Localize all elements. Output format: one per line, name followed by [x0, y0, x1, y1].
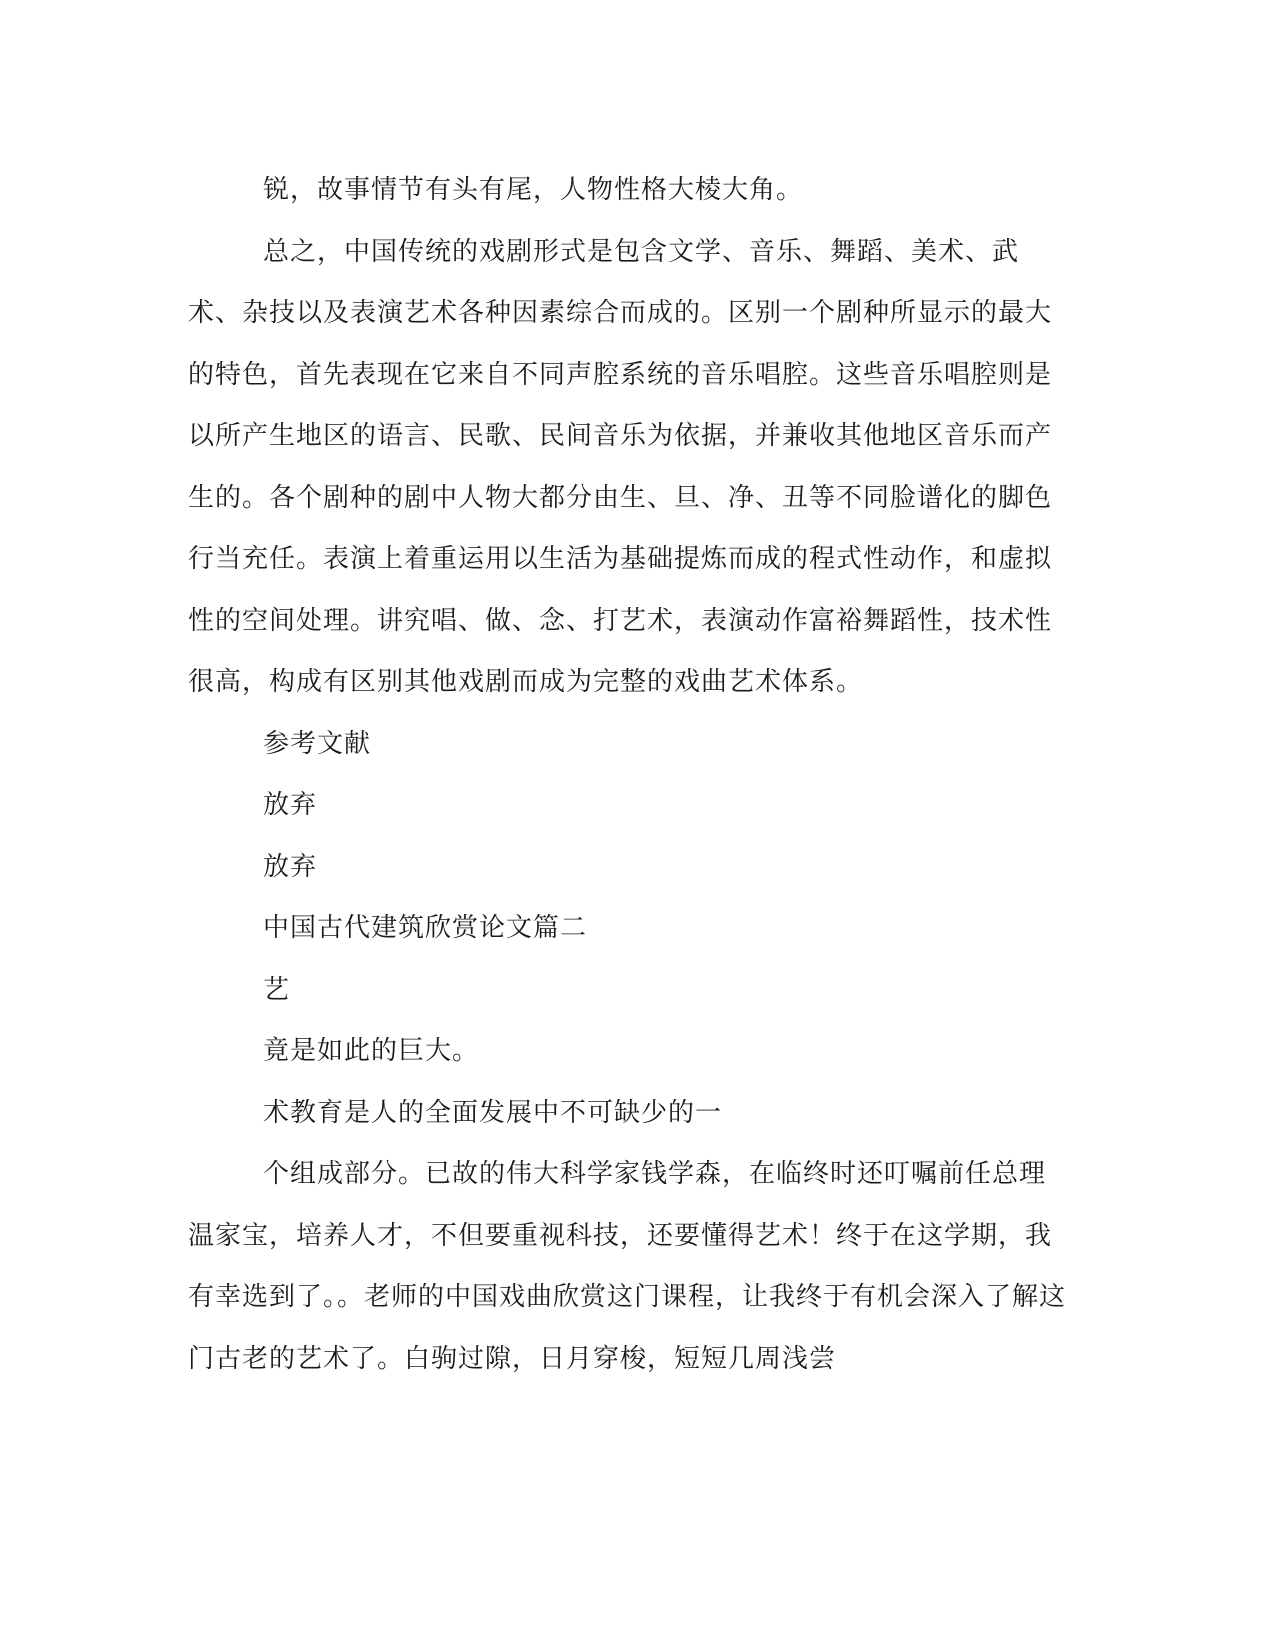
paragraph-opening-fragment: 锐，故事情节有头有尾，人物性格大棱大角。	[263, 175, 804, 205]
document-body	[188, 160, 1068, 1390]
essay-two-title: 中国古代建筑欣赏论文篇二	[263, 913, 588, 943]
paragraph-summary: 总之，中国传统的戏剧形式是包含文学、音乐、舞蹈、美术、武术、杂技以及表演艺术各种因素综合而成的。区别一个剧种所显示的最大的特色，首先表现在它来自不同声腔系统的音乐唱腔。这些音乐唱腔则是以所产生地区的语言、民歌、民间音乐为依据，并兼收其他地区音乐而产生的。各个剧种的剧中人物大都分由生、旦、净、丑等不同脸谱化的脚色行当充任。表演上着重运用以生活为基础提炼而成的程式性动作，和虚拟性的空间处理。讲究唱、做、念、打艺术，表演动作富裕舞蹈性，技术性很高，构成有区别其他戏剧而成为完整的戏曲艺术体系。	[188, 236, 1053, 697]
text-fragment-huge: 竟是如此的巨大。	[263, 1036, 480, 1066]
reference-item-2: 放弃	[263, 851, 318, 882]
reference-item-1: 放弃	[263, 790, 318, 820]
paragraph-course-intro: 个组成部分。已故的伟大科学家钱学森，在临终时还叮嘱前任总理温家宝，培养人才，不但要重视科技，还要懂得艺术！终于在这学期，我有幸选到了。。老师的中国戏曲欣赏这门课程，让我终于有机会深入了解这门古老的艺术了。白驹过隙，日月穿梭，短短几周浅尝	[188, 1159, 1067, 1374]
references-heading: 参考文献	[263, 728, 372, 759]
text-fragment-art-education: 术教育是人的全面发展中不可缺少的一	[263, 1097, 723, 1128]
text-fragment-art: 艺	[263, 974, 291, 1005]
